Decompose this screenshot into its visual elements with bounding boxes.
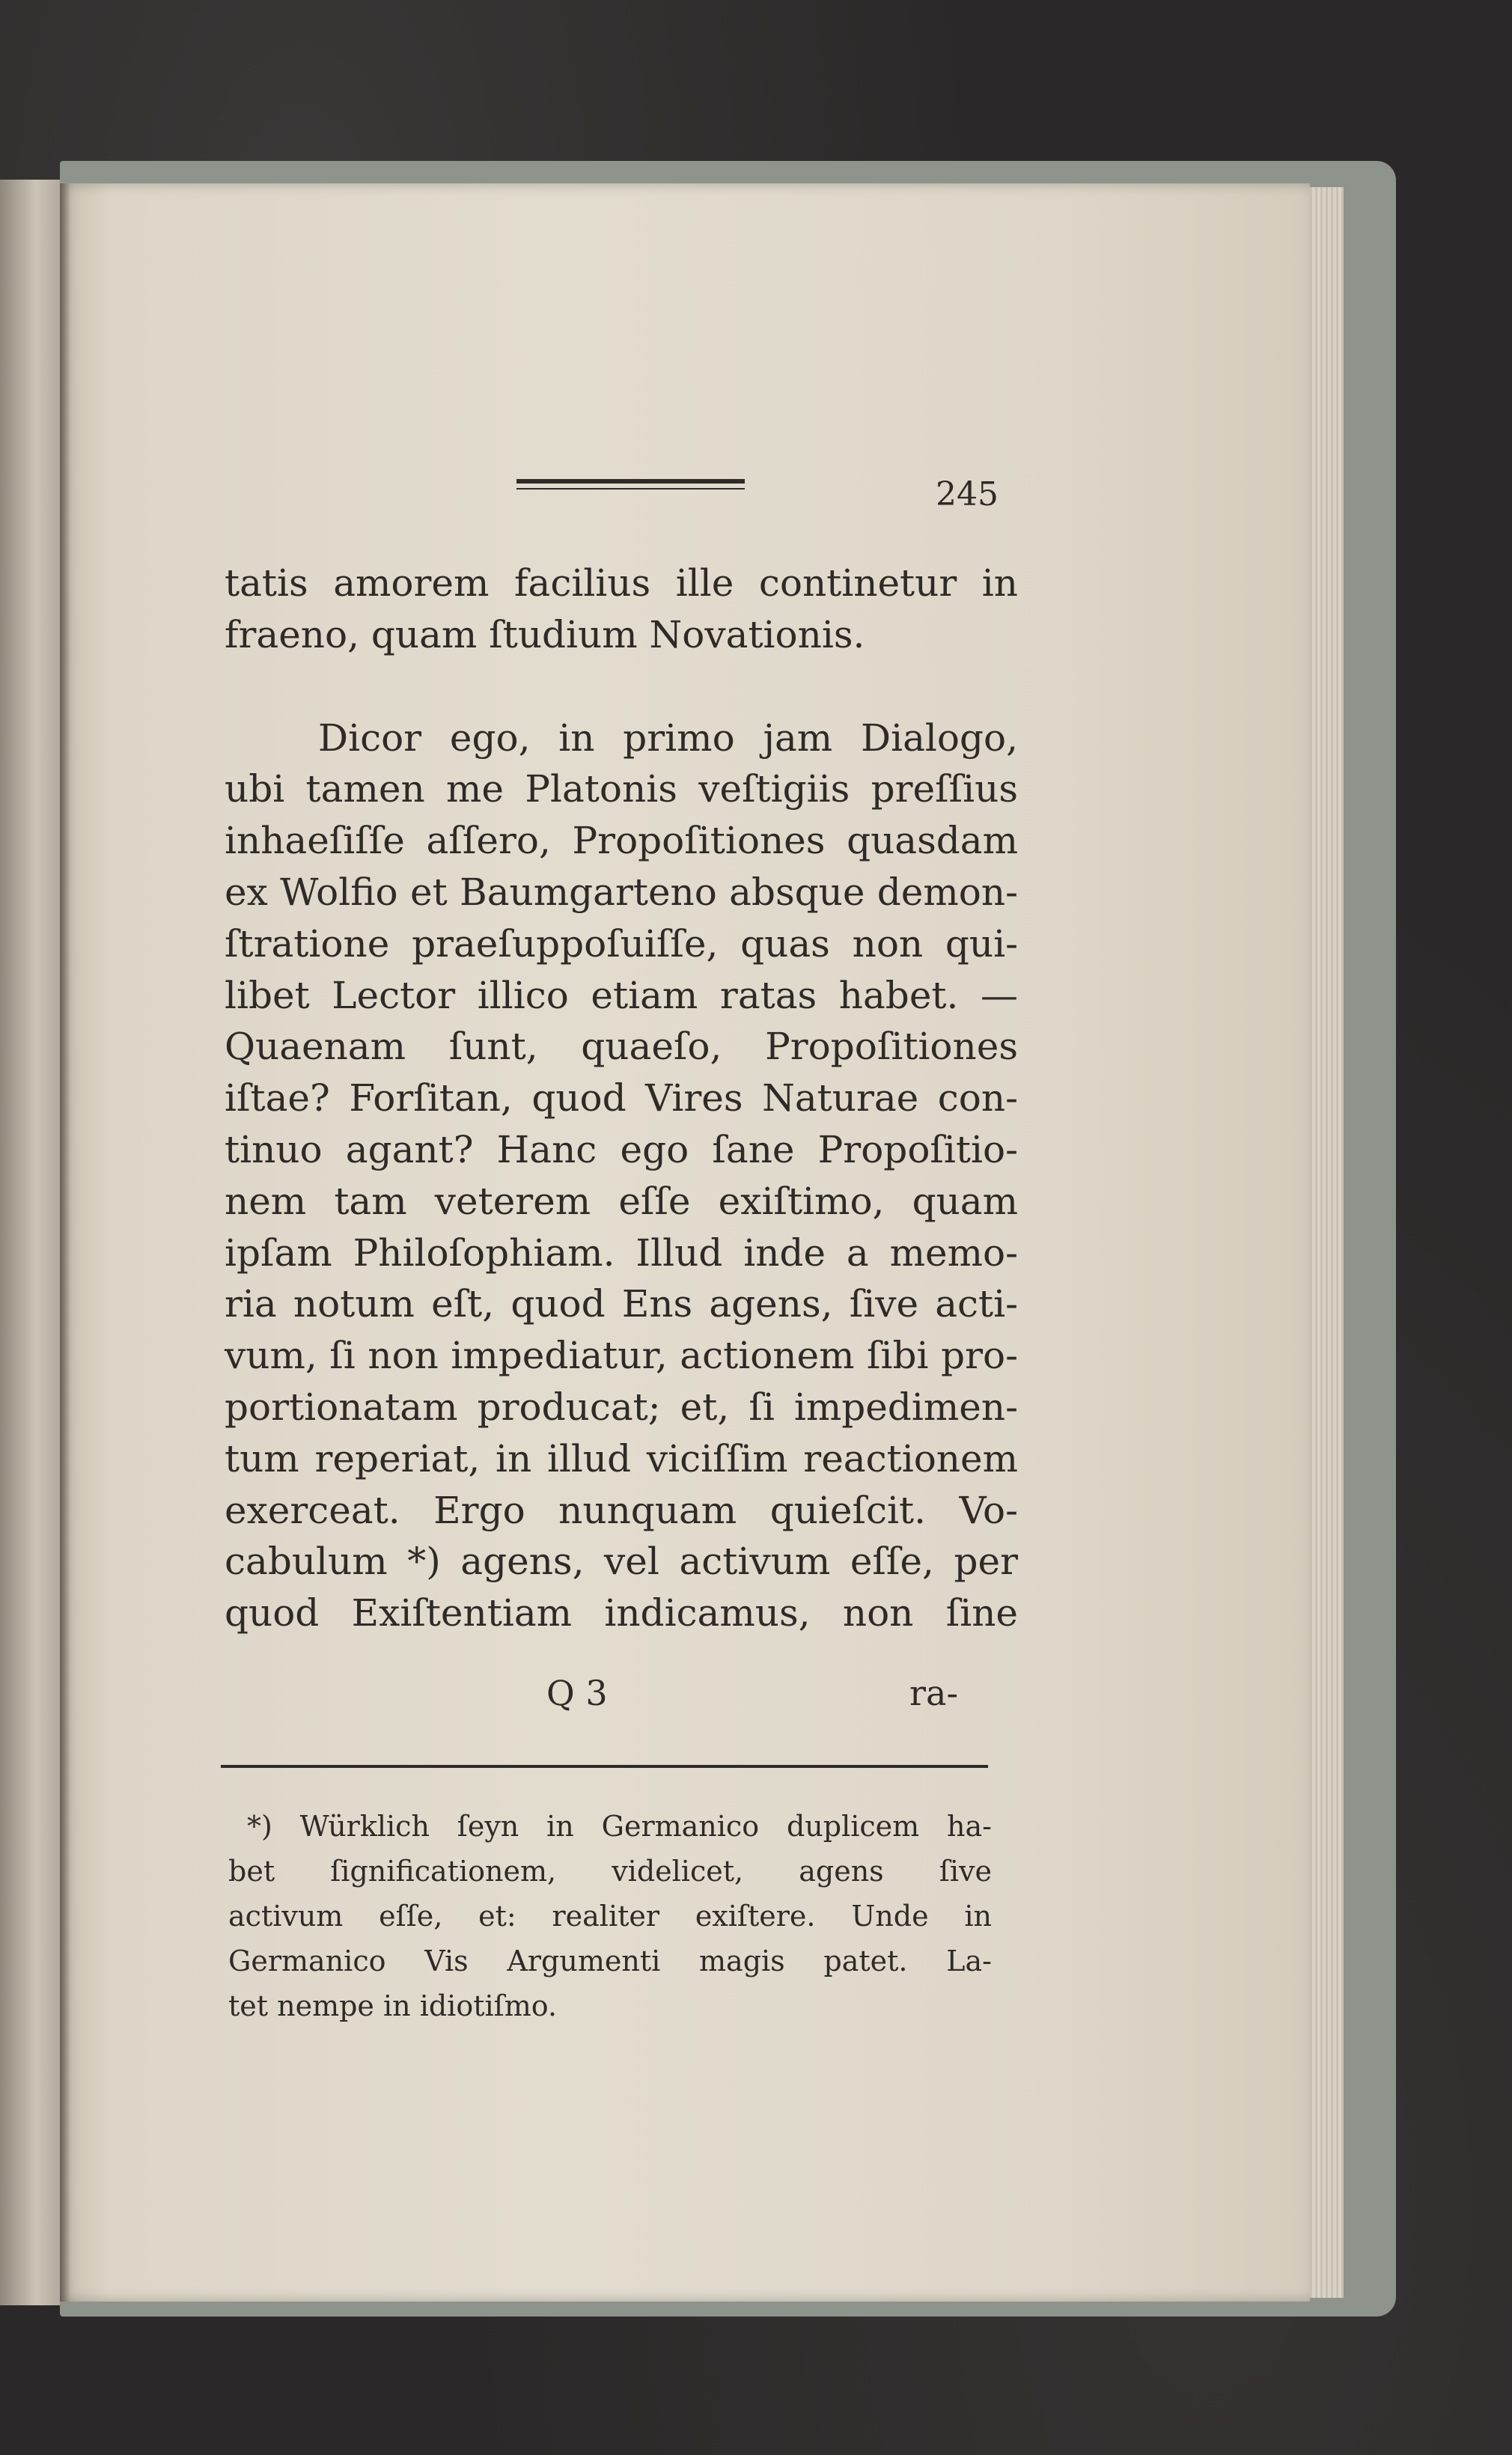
text-line: cabulum *) agens, vel activum eſſe, per xyxy=(225,1540,1018,1584)
text-line: tatis amorem facilius ille continetur in xyxy=(225,561,1018,605)
previous-page-edge xyxy=(0,180,60,2305)
footnote-rule xyxy=(221,1765,988,1768)
header-rule xyxy=(516,479,745,490)
text-line: tinuo agant? Hanc ego ſane Propoſitio- xyxy=(225,1127,1018,1171)
text-line: nem tam veterem eſſe exiſtimo, quam xyxy=(225,1179,1018,1223)
text-line: ex Wolfio et Baumgarteno absque demon- xyxy=(225,870,1018,914)
signature-mark: Q 3 xyxy=(546,1673,608,1713)
text-line: vum, ſi non impediatur, actionem ſibi pro- xyxy=(225,1334,1018,1378)
text-line: tum reperiat, in illud viciſſim reactionem xyxy=(225,1436,1018,1480)
footnote-line: activum eſſe, et: realiter exiſtere. Unde in xyxy=(228,1900,992,1933)
page-footer-marks xyxy=(225,1673,1018,1718)
text-line: ubi tamen me Platonis veſtigiis preſſius xyxy=(225,767,1018,811)
text-line: ria notum eſt, quod Ens agens, ſive acti- xyxy=(225,1282,1018,1326)
text-line: quod Exiſtentiam indicamus, non ſine xyxy=(225,1591,1018,1635)
text-line: Dicor ego, in primo jam Dialogo, xyxy=(318,716,1018,760)
main-text xyxy=(225,558,1018,1639)
text-line: iſtae? Forſitan, quod Vires Naturae con- xyxy=(225,1076,1018,1120)
catchword: ra- xyxy=(909,1673,958,1713)
footnote-line: Germanico Vis Argumenti magis patet. La- xyxy=(228,1945,992,1977)
text-line: fraeno, quam ſtudium Novationis. xyxy=(225,612,865,656)
text-line: Quaenam ſunt, quaeſo, Propoſitiones xyxy=(225,1025,1018,1069)
page-gutter-shadow xyxy=(60,183,70,2302)
footnote-line: tet nempe in idiotiſmo. xyxy=(228,1989,558,2022)
text-line: exerceat. Ergo nunquam quieſcit. Vo- xyxy=(225,1488,1018,1532)
footnote-line: bet ſignificationem, videlicet, agens ſive xyxy=(228,1855,992,1888)
text-line: inhaeſiſſe aſſero, Propoſitiones quasdam xyxy=(225,819,1018,863)
footnote-line: *) Würklich ſeyn in Germanico duplicem ha- xyxy=(247,1810,992,1843)
text-line: ſtratione praeſuppoſuiſſe, quas non qui- xyxy=(225,921,1018,966)
text-line: portionatam producat; et, ſi impedimen- xyxy=(225,1385,1018,1429)
footnote xyxy=(228,1804,992,2028)
text-line: libet Lector illico etiam ratas habet. — xyxy=(225,973,1018,1017)
page-number: 245 xyxy=(936,475,999,513)
text-line: ipſam Philoſophiam. Illud inde a memo- xyxy=(225,1230,1018,1275)
